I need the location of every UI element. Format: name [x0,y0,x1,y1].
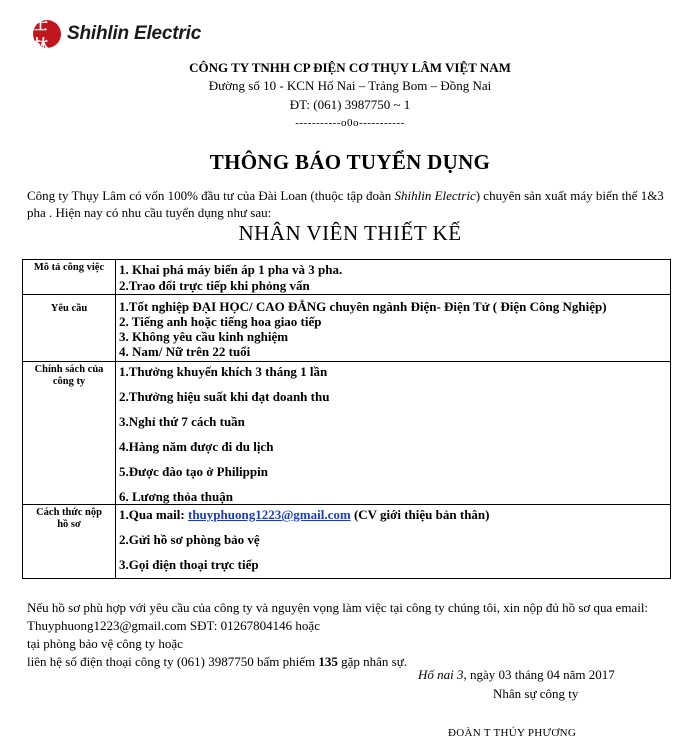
list-item: 4. Nam/ Nữ trên 22 tuổi [119,344,251,359]
intro-text-2: ) chuyên sản xuất máy biến thế 1&3 pha . Hiện nay có nhu cầu tuyển dụng như sau: [27,188,664,220]
row-label-job-desc: Mô tả công việc [23,260,116,295]
notice-title: THÔNG BÁO TUYỂN DỤNG [209,150,491,174]
footer-line: liên hệ số điện thoại công ty (061) 3987750 bấm phiếm 135 gặp nhân sự. [27,654,408,669]
footer-paragraph [27,599,677,671]
logo-text: Shihlin Electric [67,23,202,44]
footer-line: Nếu hồ sơ phù hợp với yêu cầu của công ty và nguyện vọng làm việc tại công ty chúng tôi, xin nộp đủ hồ sơ qua email: Thuyphuong1223@gmail.com SĐT: 01267804146 hoặc [27,600,649,633]
table-row [23,505,671,579]
list-item: 1.Tốt nghiệp ĐẠI HỌC/ CAO ĐẲNG chuyên ngành Điện- Điện Tử ( Điện Công Nghiệp) [119,299,607,314]
shihlin-logo-icon: 士林 [33,20,61,48]
row-content-apply [116,505,671,579]
list-item: 1.Qua mail: thuyphuong1223@gmail.com (CV giới thiệu bản thân) [119,507,490,522]
list-item: 2. Tiếng anh hoặc tiếng hoa giao tiếp [119,314,322,329]
intro-paragraph [27,187,677,221]
list-item: 4.Hàng năm được đi du lịch [119,439,274,454]
list-item: 6. Lương thỏa thuận [119,489,233,504]
position-title: NHÂN VIÊN THIẾT KẾ [238,221,462,245]
company-phone: ĐT: (061) 3987750 ~ 1 [289,97,411,112]
row-label-requirements: Yêu cầu [23,295,116,362]
list-item: 2.Thưởng hiệu suất khi đạt doanh thu [119,389,330,404]
company-name: CÔNG TY TNHH CP ĐIỆN CƠ THỤY LÂM VIỆT NAM [189,60,511,75]
table-row [23,362,671,505]
row-label-policy: Chính sách của công ty [23,362,116,505]
intro-text-1: Công ty Thụy Lâm có vốn 100% đầu tư của Đài Loan (thuộc tập đoàn [27,188,395,203]
list-item: 1.Thưởng khuyến khích 3 tháng 1 lần [119,364,328,379]
row-content-job-desc [116,260,671,295]
row-label-apply: Cách thức nộp hồ sơ [23,505,116,579]
list-item: 3. Không yêu cầu kinh nghiệm [119,329,289,344]
header-divider: -----------o0o----------- [295,117,405,129]
footer-line: tại phòng bảo vệ công ty hoặc [27,636,183,651]
company-address: Đường số 10 - KCN Hố Nai – Trảng Bom – Đồng Nai [208,78,492,93]
row-content-requirements [116,295,671,362]
list-item: 2.Trao đổi trực tiếp khi phỏng vấn [119,278,310,293]
list-item: 3.Gọi điện thoại trực tiếp [119,557,259,572]
row-content-policy [116,362,671,505]
list-item: 1. Khai phá máy biến áp 1 pha và 3 pha. [119,262,343,277]
signature-date: Hố nai 3, ngày 03 tháng 04 năm 2017 [418,667,615,682]
table-row [23,295,671,362]
list-item: 5.Được đào tạo ở Philippin [119,464,268,479]
job-details-table [22,259,671,579]
signer-name: ĐOÀN T THÚY PHƯƠNG [448,727,577,739]
list-item: 3.Nghỉ thứ 7 cách tuần [119,414,245,429]
email-link[interactable]: thuyphuong1223@gmail.com [187,507,351,522]
company-logo [33,15,202,54]
intro-brand: Shihlin Electric [394,188,476,203]
list-item: 2.Gửi hồ sơ phòng bảo vệ [119,532,260,547]
signature-department: Nhân sự công ty [493,686,579,701]
table-row [23,260,671,295]
